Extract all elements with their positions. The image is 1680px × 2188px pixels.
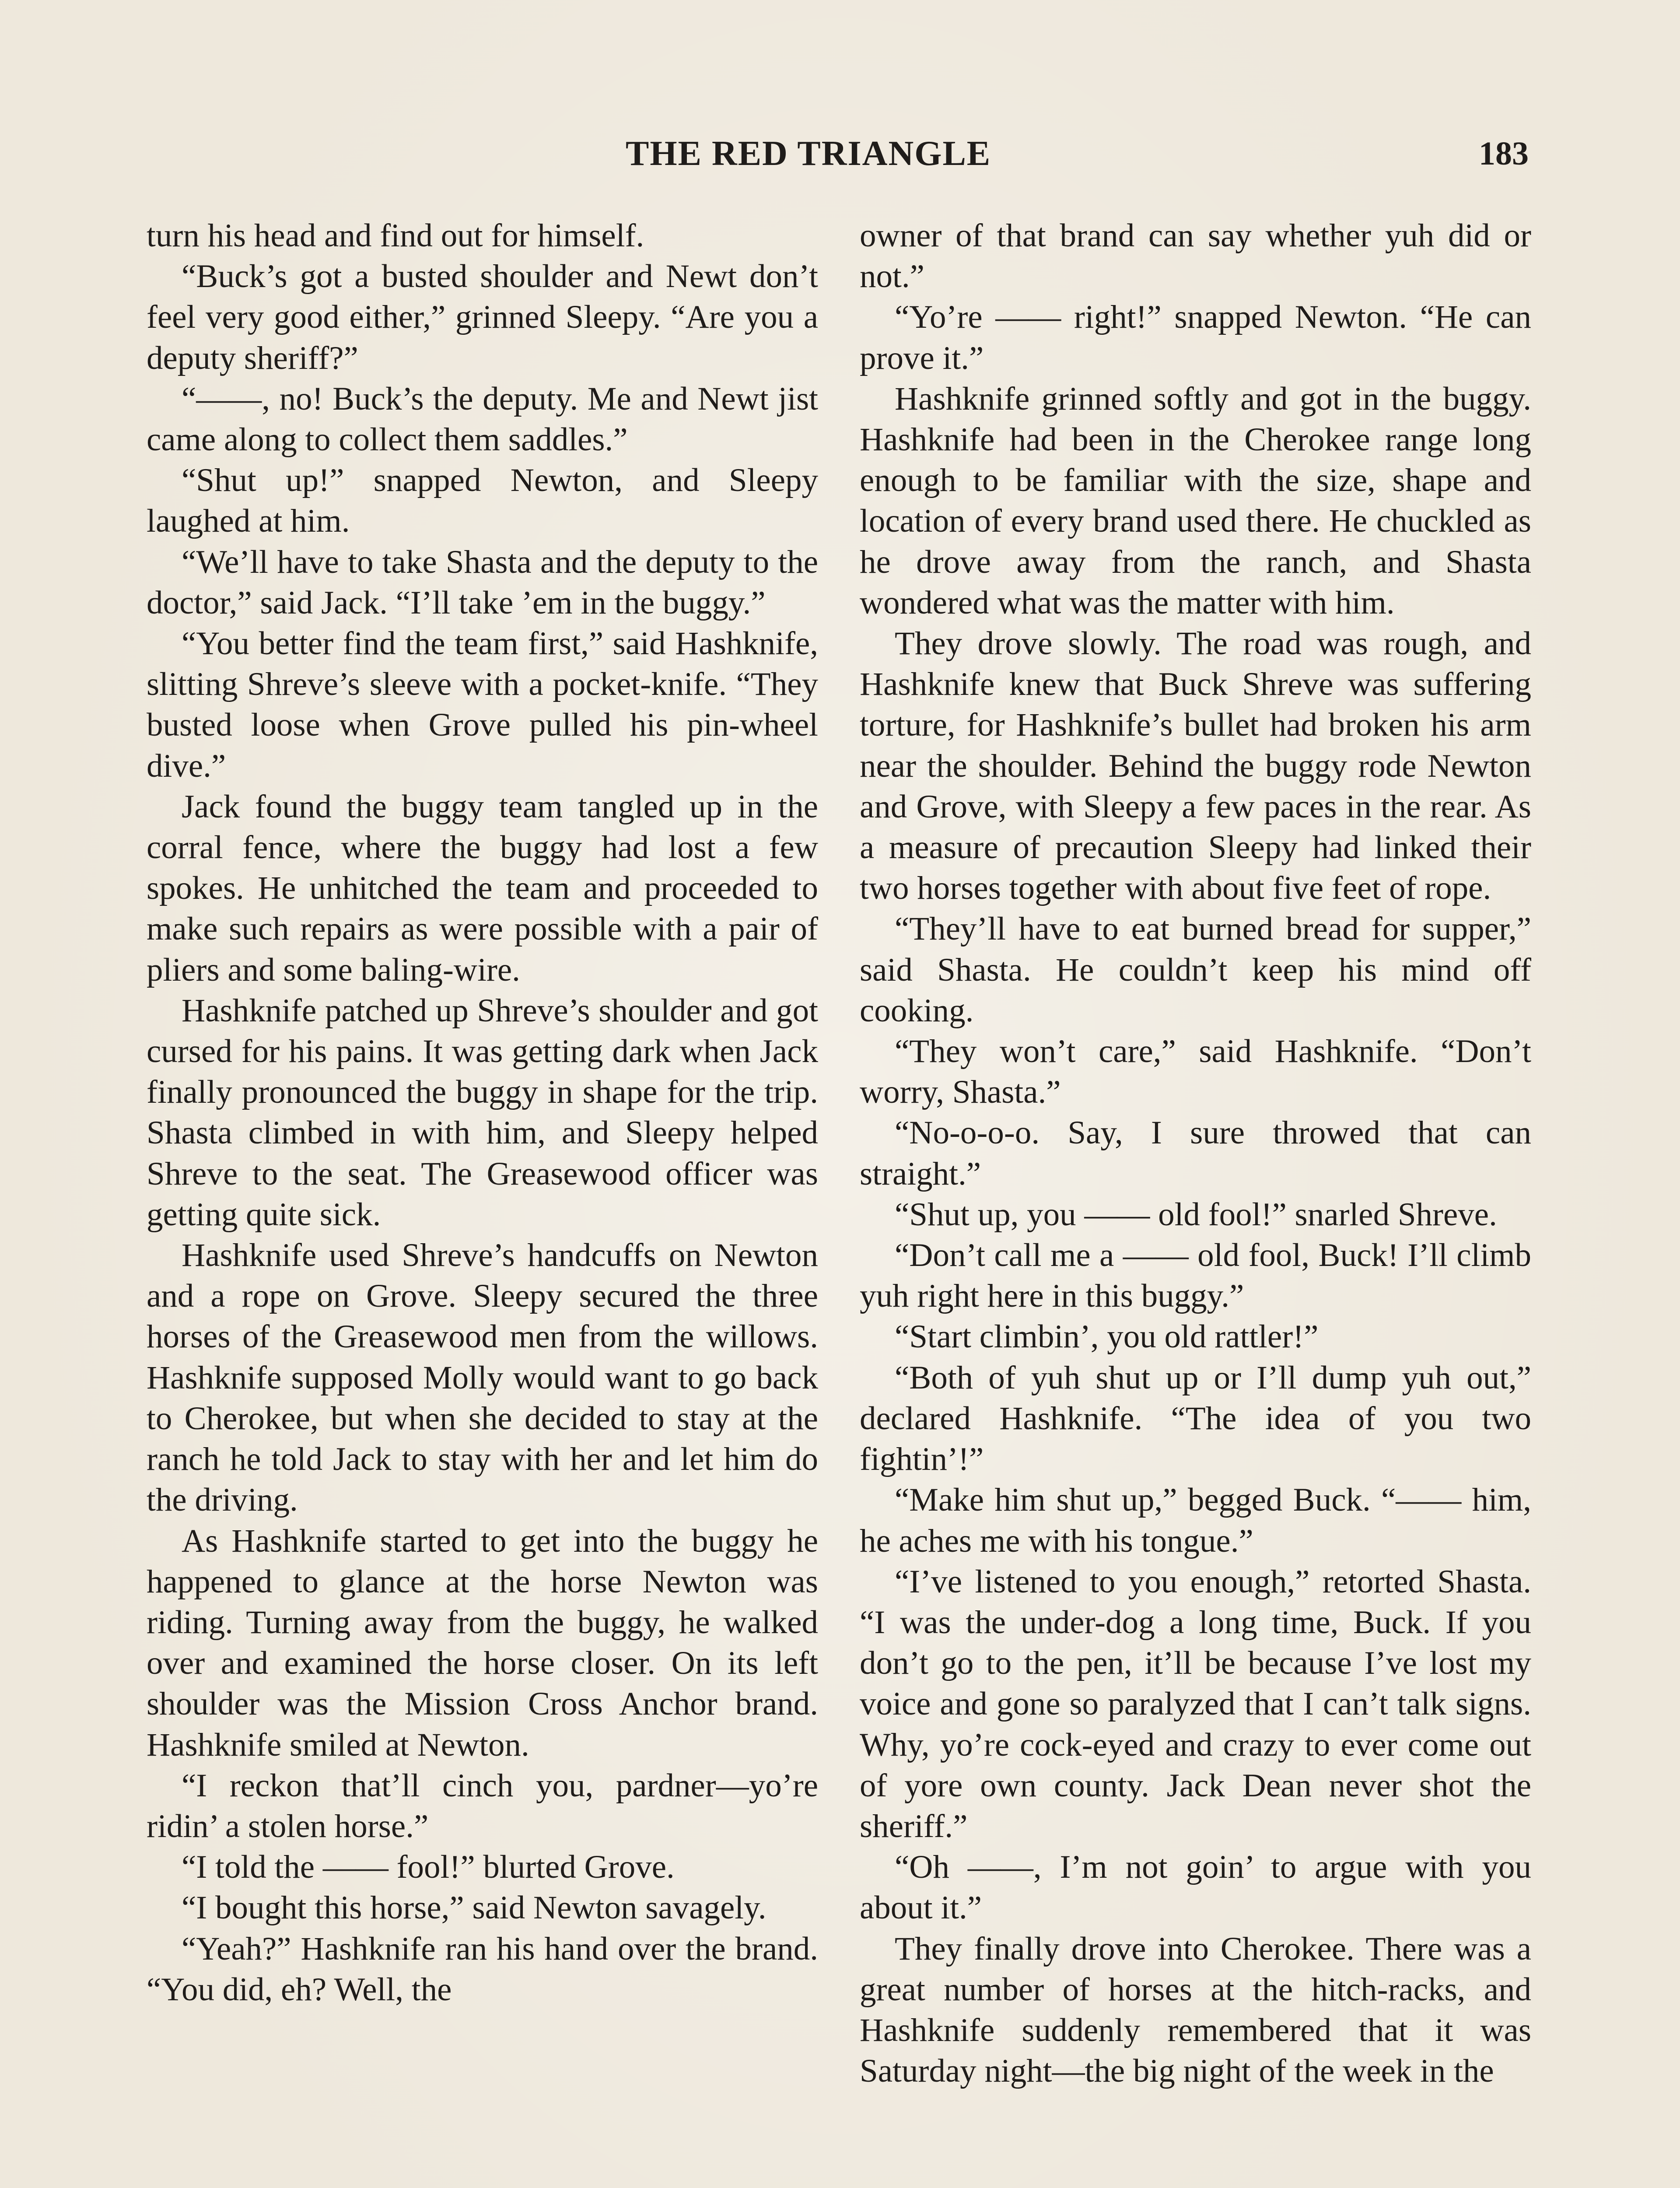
paragraph: “Shut up, you —— old fool!” snarled Shreve. bbox=[895, 1196, 1497, 1233]
paragraph: turn his head and find out for himself. bbox=[147, 217, 644, 254]
paragraph: “Yo’re —— right!” snapped Newton. “He can prove it.” bbox=[860, 299, 1531, 376]
paragraph: “——, no! Buck’s the deputy. Me and Newt jist came along to collect them saddles.” bbox=[147, 380, 818, 458]
paragraph: “Don’t call me a —— old fool, Buck! I’ll climb yuh right here in this buggy.” bbox=[860, 1237, 1531, 1315]
page-header bbox=[0, 130, 1680, 178]
right-column bbox=[860, 215, 1531, 2091]
paragraph: “I’ve listened to you enough,” retorted Shasta. “I was the under-dog a long time, Buck. If you don’t go to the pen, it’ll be because I’ve lost my voice and gone so paralyzed that I can’t talk signs. Why, yo’re cock-eyed and crazy to ever come out of yore own county. Jack Dean never shot the sheriff.” bbox=[860, 1563, 1531, 1844]
paragraph: Jack found the buggy team tangled up in the corral fence, where the buggy had lost a few spokes. He unhitched the team and proceeded to make such repairs as were possible with a pair of pliers and some baling-wire. bbox=[147, 788, 818, 988]
running-title: THE RED TRIANGLE bbox=[626, 134, 991, 173]
paragraph: Hashknife grinned softly and got in the buggy. Hashknife had been in the Cherokee range long enough to be familiar with the size, shape and location of every brand used there. He chuckled as he drove away from the ranch, and Shasta wondered what was the matter with him. bbox=[860, 380, 1531, 621]
paragraph: “Make him shut up,” begged Buck. “—— him, he aches me with his tongue.” bbox=[860, 1482, 1531, 1559]
paragraph: “Oh ——, I’m not goin’ to argue with you about it.” bbox=[860, 1849, 1531, 1926]
paragraph: owner of that brand can say whether yuh did or not.” bbox=[860, 217, 1531, 295]
page-number: 183 bbox=[1479, 135, 1529, 172]
paragraph: They finally drove into Cherokee. There was a great number of horses at the hitch-racks, and Hashknife suddenly remembered that it was Saturday night—the big night of the week in the bbox=[860, 1930, 1531, 2090]
paragraph: Hashknife used Shreve’s handcuffs on Newton and a rope on Grove. Sleepy secured the three horses of the Greasewood men from the willows. Hashknife supposed Molly would want to go back to Cherokee, but when she decided to stay at the ranch he told Jack to stay with her and let him do the driving. bbox=[147, 1237, 818, 1518]
paragraph: “I reckon that’ll cinch you, pardner—yo’re ridin’ a stolen horse.” bbox=[147, 1767, 818, 1844]
paragraph: “Yeah?” Hashknife ran his hand over the brand. “You did, eh? Well, the bbox=[147, 1930, 818, 2008]
paragraph: “Shut up!” snapped Newton, and Sleepy laughed at him. bbox=[147, 462, 818, 540]
paragraph: “They won’t care,” said Hashknife. “Don’t worry, Shasta.” bbox=[860, 1033, 1531, 1111]
paragraph: Hashknife patched up Shreve’s shoulder and got cursed for his pains. It was getting dark when Jack finally pronounced the buggy in shape for the trip. Shasta climbed in with him, and Sleepy helped Shreve to the seat. The Greasewood officer was getting quite sick. bbox=[147, 992, 818, 1233]
paragraph: As Hashknife started to get into the buggy he happened to glance at the horse Newton was riding. Turning away from the buggy, he walked over and examined the horse closer. On its left shoulder was the Mission Cross Anchor brand. Hashknife smiled at Newton. bbox=[147, 1522, 818, 1763]
paragraph: “I told the —— fool!” blurted Grove. bbox=[182, 1849, 675, 1886]
left-column bbox=[147, 215, 818, 2010]
paragraph: “They’ll have to eat burned bread for supper,” said Shasta. He couldn’t keep his mind off cooking. bbox=[860, 911, 1531, 1029]
paragraph: “No-o-o-o. Say, I sure throwed that can straight.” bbox=[860, 1115, 1531, 1192]
paragraph: “I bought this horse,” said Newton savagely. bbox=[182, 1890, 766, 1926]
paragraph: “Both of yuh shut up or I’ll dump yuh out,” declared Hashknife. “The idea of you two fightin’!” bbox=[860, 1359, 1531, 1478]
paragraph: “We’ll have to take Shasta and the deputy to the doctor,” said Jack. “I’ll take ’em in the buggy.” bbox=[147, 543, 818, 621]
paragraph: “You better find the team first,” said Hashknife, slitting Shreve’s sleeve with a pocket-knife. “They busted loose when Grove pulled his pin-wheel dive.” bbox=[147, 625, 818, 784]
paragraph: “Start climbin’, you old rattler!” bbox=[895, 1318, 1319, 1355]
paragraph: They drove slowly. The road was rough, and Hashknife knew that Buck Shreve was suffering torture, for Hashknife’s bullet had broken his arm near the shoulder. Behind the buggy rode Newton and Grove, with Sleepy a few paces in the rear. As a measure of precaution Sleepy had linked their two horses together with about five feet of rope. bbox=[860, 625, 1531, 907]
paragraph: “Buck’s got a busted shoulder and Newt don’t feel very good either,” grinned Sleepy. “Are you a deputy sheriff?” bbox=[147, 258, 818, 376]
